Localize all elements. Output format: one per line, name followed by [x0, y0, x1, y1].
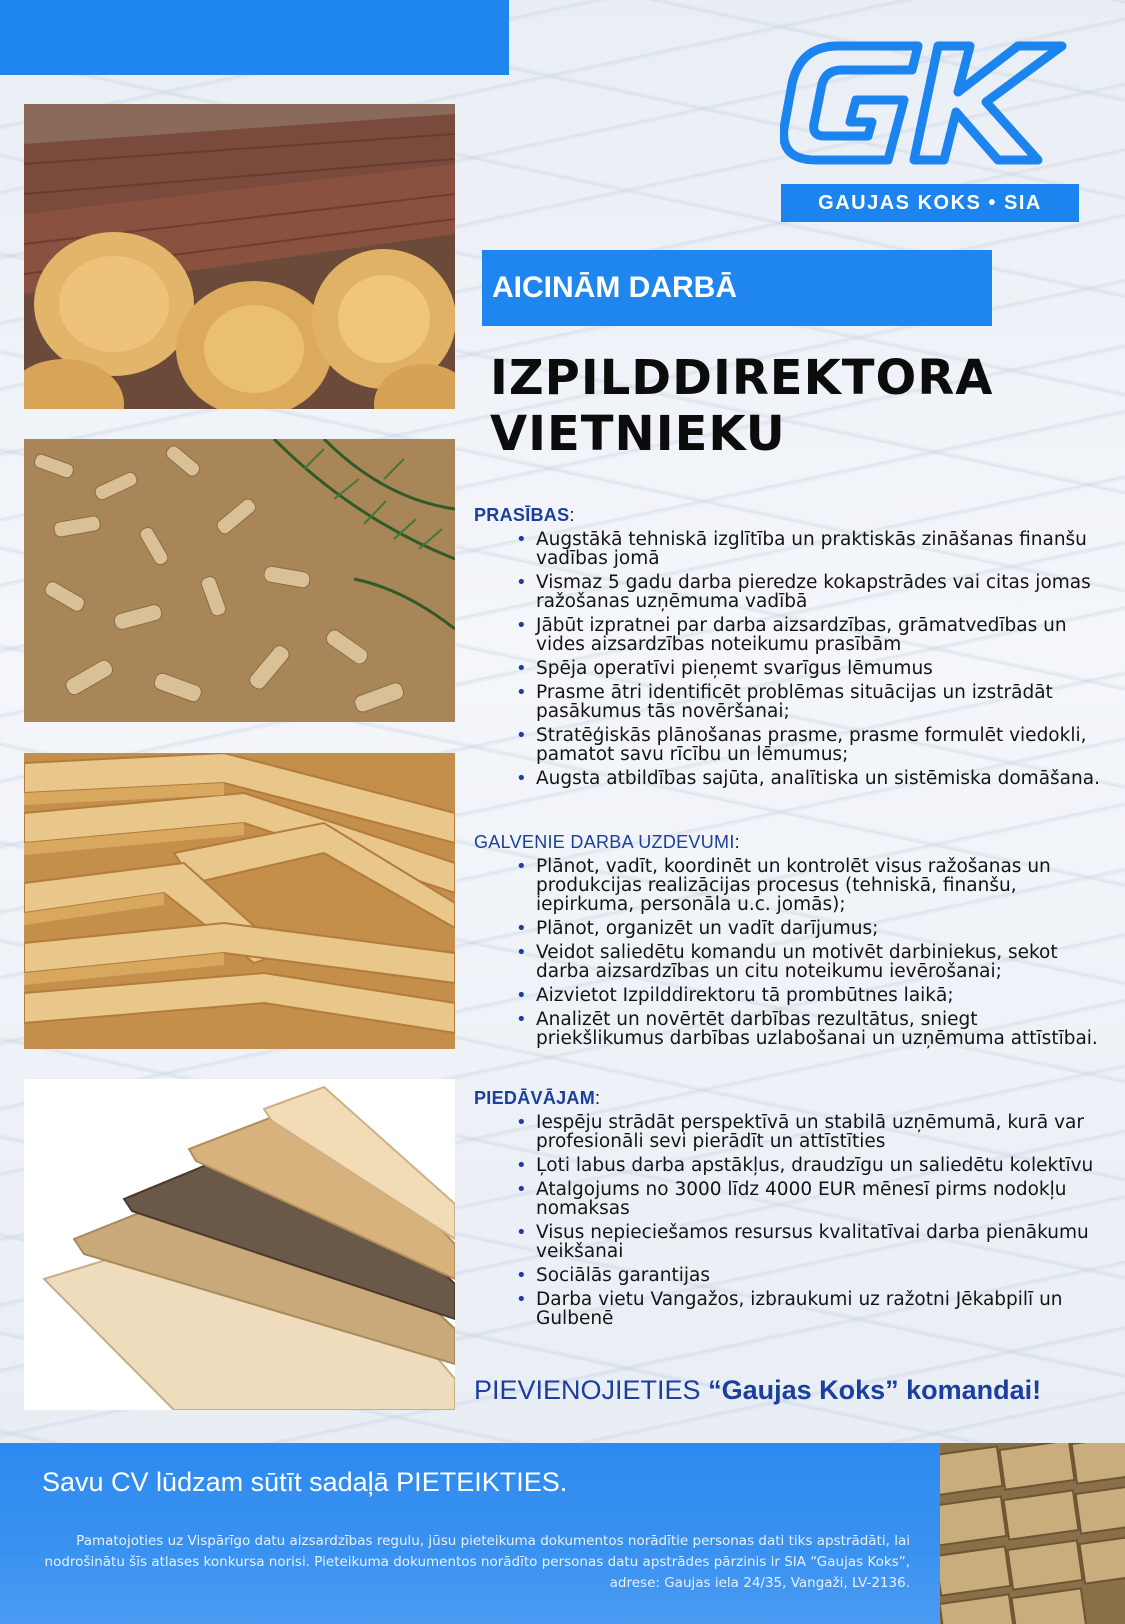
tasks-list	[474, 857, 1104, 1048]
requirements-section	[474, 505, 1104, 793]
job-title	[490, 350, 1090, 462]
list-item: • Augsta atbildības sajūta, analītiska un sistēmiska domāšana.	[536, 769, 1104, 788]
logo-company-name: GAUJAS KOKS • SIA	[781, 184, 1079, 222]
privacy-notice-line: Pamatojoties uz Vispārīgo datu aizsardzības regulu, jūsu pieteikuma dokumentos norādītie personas dati tiks apstrādāti, lai	[76, 1533, 910, 1549]
list-item: • Veidot saliedētu komandu un motivēt darbiniekus, sekot darba aizsardzības un citu noteikumu ievērošanai;	[536, 943, 1104, 981]
gaujas-koks-logo	[780, 36, 1080, 226]
job-title-line-1: IZPILDDIREKTORA	[490, 350, 994, 406]
cv-instruction: Savu CV lūdzam sūtīt sadaļā PIETEIKTIES.	[42, 1467, 568, 1497]
list-item: • Sociālās garantijas	[536, 1266, 1104, 1285]
offer-section	[474, 1088, 1104, 1333]
privacy-notice	[30, 1531, 910, 1594]
list-item: • Vismaz 5 gadu darba pieredze kokapstrādes vai citas jomas ražošanas uzņēmuma vadībā	[536, 573, 1104, 611]
list-item: • Visus nepieciešamos resursus kvalitatīvai darba pienākumu veikšanai	[536, 1223, 1104, 1261]
top-accent-bar	[0, 0, 509, 75]
offer-heading: PIEDĀVĀJAM:	[474, 1088, 601, 1108]
join-prefix: PIEVIENOJIETIES	[474, 1375, 701, 1405]
timber-boards-photo	[24, 753, 455, 1049]
gk-logo-mark	[780, 36, 1080, 176]
wood-stack-corner-photo	[940, 1443, 1125, 1624]
list-item: • Atalgojums no 3000 līdz 4000 EUR mēnesī pirms nodokļu nomaksas	[536, 1180, 1104, 1218]
list-item: • Plānot, vadīt, koordinēt un kontrolēt visus ražošanas un produkcijas realizācijas procesus (tehniskā, finanšu, iepirkuma, personāla u.c. jomās);	[536, 857, 1104, 914]
join-team-callout	[474, 1375, 1114, 1406]
list-item: • Darba vietu Vangažos, izbraukumi uz ražotni Jēkabpilī un Gulbenē	[536, 1290, 1104, 1328]
list-item: • Augstākā tehniskā izglītība un praktiskās zināšanas finanšu vadības jomā	[536, 530, 1104, 568]
tasks-heading: GALVENIE DARBA UZDEVUMI:	[474, 832, 740, 852]
list-item: • Ļoti labus darba apstākļus, draudzīgu un saliedētu kolektīvu	[536, 1156, 1104, 1175]
list-item: • Analizēt un novērtēt darbības rezultātus, sniegt priekšlikumus darbības uzlabošanai un uzņēmuma attīstībai.	[536, 1010, 1104, 1048]
footer-banner	[0, 1443, 940, 1624]
list-item: • Plānot, organizēt un vadīt darījumus;	[536, 919, 1104, 938]
requirements-heading: PRASĪBAS:	[474, 505, 575, 525]
join-company: “Gaujas Koks” komandai!	[708, 1375, 1042, 1405]
list-item: • Prasme ātri identificēt problēmas situācijas un izstrādāt pasākumus tās novēršanai;	[536, 683, 1104, 721]
list-item: • Jābūt izpratnei par darba aizsardzības, grāmatvedības un vides aizsardzības noteikumu prasībām	[536, 616, 1104, 654]
wood-pellets-photo	[24, 439, 455, 722]
requirements-list	[474, 530, 1104, 788]
list-item: • Aizvietot Izpilddirektoru tā prombūtnes laikā;	[536, 986, 1104, 1005]
list-item: • Spēja operatīvi pieņemt svarīgus lēmumus	[536, 659, 1104, 678]
wood-finish-samples-photo	[24, 1079, 455, 1410]
privacy-notice-line: adrese: Gaujas iela 24/35, Vangaži, LV-2136.	[609, 1575, 910, 1591]
list-item: • Stratēģiskās plānošanas prasme, prasme formulēt viedokli, pamatot savu rīcību un lēmumus;	[536, 726, 1104, 764]
list-item: • Iespēju strādāt perspektīvā un stabilā uzņēmumā, kurā var profesionāli sevi pierādīt un attīstīties	[536, 1113, 1104, 1151]
tasks-section	[474, 832, 1104, 1053]
invite-banner: AICINĀM DARBĀ	[482, 250, 992, 326]
log-ends-photo	[24, 104, 455, 409]
privacy-notice-line: nodrošinātu šīs atlases konkursa norisi. Pieteikuma dokumentos norādīto personas datu apstrādes pārzinis ir SIA “Gaujas Koks”,	[44, 1554, 910, 1570]
job-title-line-2: VIETNIEKU	[490, 406, 786, 462]
offer-list	[474, 1113, 1104, 1328]
